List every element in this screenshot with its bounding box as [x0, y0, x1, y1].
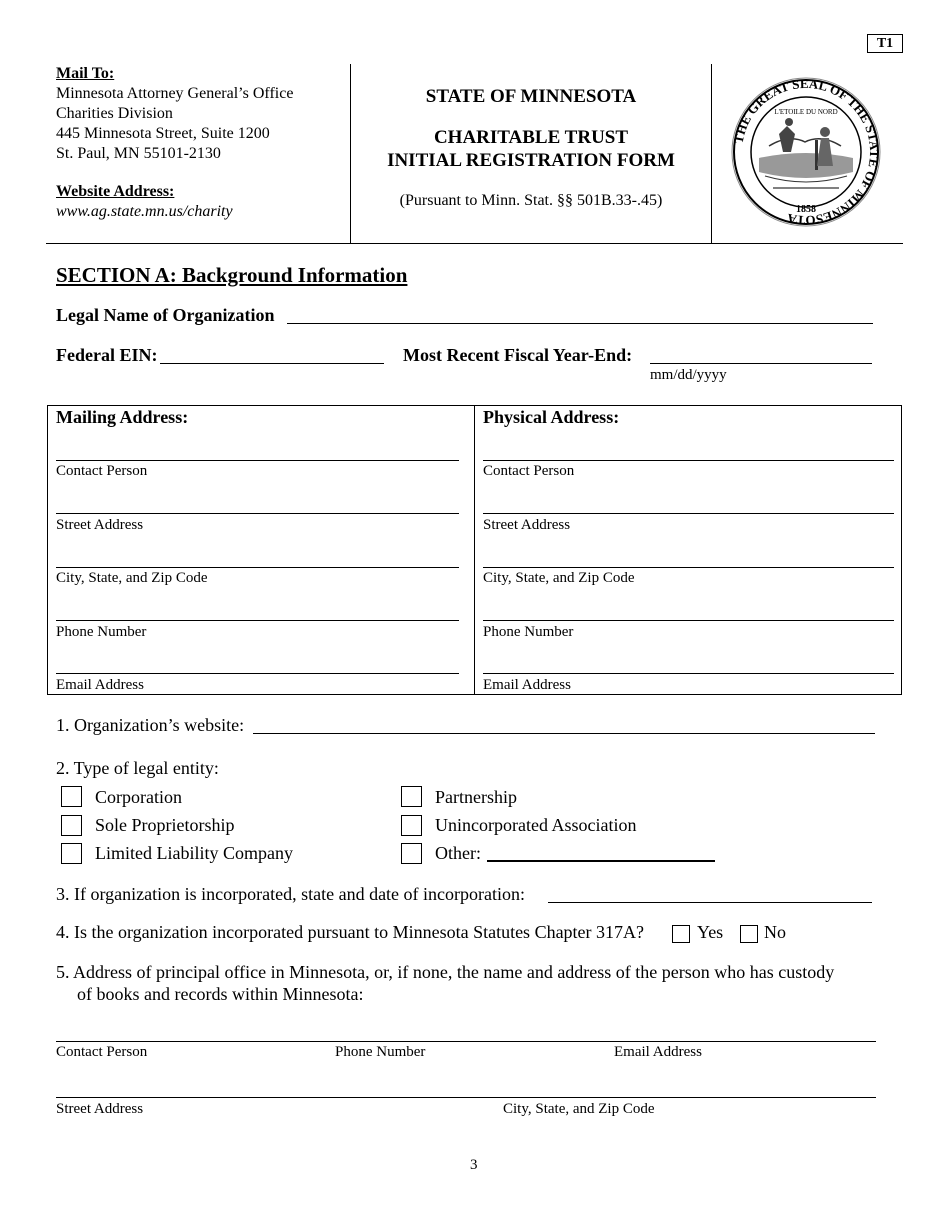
mailing-contact-person-field[interactable]: [56, 460, 459, 461]
state-title: STATE OF MINNESOTA: [425, 86, 637, 107]
q4-yes-label: Yes: [697, 922, 724, 942]
address-box-divider: [474, 405, 475, 695]
physical-street-address-field[interactable]: [483, 513, 894, 514]
header-divider-left: [350, 64, 351, 244]
sole-proprietorship-option-label: Sole Proprietorship: [95, 815, 235, 835]
mailing-city-state-zip-field[interactable]: [56, 567, 459, 568]
mailing-address-title: Mailing Address:: [56, 407, 189, 427]
section-a-title: SECTION A: Background Information: [56, 263, 408, 287]
q3-incorporation-label: 3. If organization is incorporated, state and date of incorporation:: [56, 884, 526, 904]
physical-phone-label: Phone Number: [483, 624, 574, 640]
mail-line: Minnesota Attorney General’s Office: [56, 85, 294, 102]
physical-city-state-zip-field[interactable]: [483, 567, 894, 568]
seal-motto: L'ETOILE DU NORD: [774, 108, 838, 116]
mailing-email-field[interactable]: [56, 673, 459, 674]
mail-line: St. Paul, MN 55101-2130: [56, 145, 221, 162]
legal-name-field[interactable]: [287, 323, 873, 324]
other-entity-option-label: Other:: [435, 843, 481, 863]
title-block: [352, 86, 710, 210]
mailing-street-address-field[interactable]: [56, 513, 459, 514]
statute-citation: (Pursuant to Minn. Stat. §§ 501B.33-.45): [399, 192, 663, 209]
physical-contact-person-field[interactable]: [483, 460, 894, 461]
form-id-badge: T1: [867, 34, 903, 53]
legal-name-label: Legal Name of Organization: [56, 305, 275, 325]
q4-317a-label: 4. Is the organization incorporated pursuant to Minnesota Statutes Chapter 317A?: [56, 922, 645, 942]
q5-principal-office-label: 5. Address of principal office in Minnesota, or, if none, the name and address of the person who has custody: [56, 962, 835, 982]
physical-email-label: Email Address: [483, 677, 571, 693]
llc-option-label: Limited Liability Company: [95, 843, 293, 863]
physical-phone-field[interactable]: [483, 620, 894, 621]
corporation-checkbox[interactable]: [61, 786, 82, 807]
mailing-city-state-zip-label: City, State, and Zip Code: [56, 570, 208, 586]
physical-street-address-label: Street Address: [483, 517, 571, 533]
q5-contact-row-field[interactable]: [56, 1041, 876, 1042]
llc-checkbox[interactable]: [61, 843, 82, 864]
mailing-phone-field[interactable]: [56, 620, 459, 621]
mailing-street-address-label: Street Address: [56, 517, 144, 533]
mailing-phone-label: Phone Number: [56, 624, 147, 640]
mail-line: 445 Minnesota Street, Suite 1200: [56, 125, 270, 142]
unincorporated-association-checkbox[interactable]: [401, 815, 422, 836]
seal-outer-text: THE GREAT SEAL OF THE STATE OF MINNESOTA: [730, 76, 883, 228]
partnership-option-label: Partnership: [435, 787, 517, 807]
header-bottom-rule: [46, 243, 903, 244]
q5-city-state-zip-label: City, State, and Zip Code: [503, 1101, 655, 1117]
mail-to-label: Mail To:: [56, 65, 115, 82]
seal-year: 1858: [796, 204, 816, 215]
q4-no-label: No: [764, 922, 786, 942]
q2-entity-type-label: 2. Type of legal entity:: [56, 758, 219, 778]
website-url[interactable]: www.ag.state.mn.us/charity: [56, 203, 233, 220]
header-divider-right: [711, 64, 712, 244]
mailing-contact-person-label: Contact Person: [56, 463, 148, 479]
q5-email-address-label: Email Address: [614, 1044, 702, 1060]
q3-incorporation-field[interactable]: [548, 902, 872, 903]
sole-proprietorship-checkbox[interactable]: [61, 815, 82, 836]
mailing-email-label: Email Address: [56, 677, 144, 693]
q5-phone-number-label: Phone Number: [335, 1044, 426, 1060]
q1-website-field[interactable]: [253, 733, 875, 734]
q5-principal-office-label-cont: of books and records within Minnesota:: [77, 984, 364, 1004]
corporation-option-label: Corporation: [95, 787, 182, 807]
federal-ein-field[interactable]: [160, 363, 384, 364]
state-seal-icon: [729, 76, 883, 228]
mail-line: Charities Division: [56, 105, 173, 122]
physical-email-field[interactable]: [483, 673, 894, 674]
form-title-line1: CHARITABLE TRUST: [433, 127, 629, 148]
q4-yes-checkbox[interactable]: [672, 925, 690, 943]
other-entity-field[interactable]: [487, 860, 715, 862]
q5-contact-person-label: Contact Person: [56, 1044, 148, 1060]
federal-ein-label: Federal EIN:: [56, 345, 158, 365]
q5-street-address-label: Street Address: [56, 1101, 144, 1117]
fiscal-year-end-field[interactable]: [650, 363, 872, 364]
fiscal-year-end-label: Most Recent Fiscal Year-End:: [403, 345, 633, 365]
partnership-checkbox[interactable]: [401, 786, 422, 807]
q4-no-checkbox[interactable]: [740, 925, 758, 943]
q5-address-row-field[interactable]: [56, 1097, 876, 1098]
q1-website-label: 1. Organization’s website:: [56, 715, 245, 735]
date-format-hint: mm/dd/yyyy: [650, 367, 727, 383]
physical-address-title: Physical Address:: [483, 407, 620, 427]
physical-city-state-zip-label: City, State, and Zip Code: [483, 570, 635, 586]
physical-contact-person-label: Contact Person: [483, 463, 575, 479]
unincorporated-association-option-label: Unincorporated Association: [435, 815, 637, 835]
form-title-line2: INITIAL REGISTRATION FORM: [387, 150, 675, 171]
other-entity-checkbox[interactable]: [401, 843, 422, 864]
page-number: 3: [470, 1157, 478, 1173]
website-label: Website Address:: [56, 183, 175, 200]
mail-to-block: [56, 64, 293, 222]
